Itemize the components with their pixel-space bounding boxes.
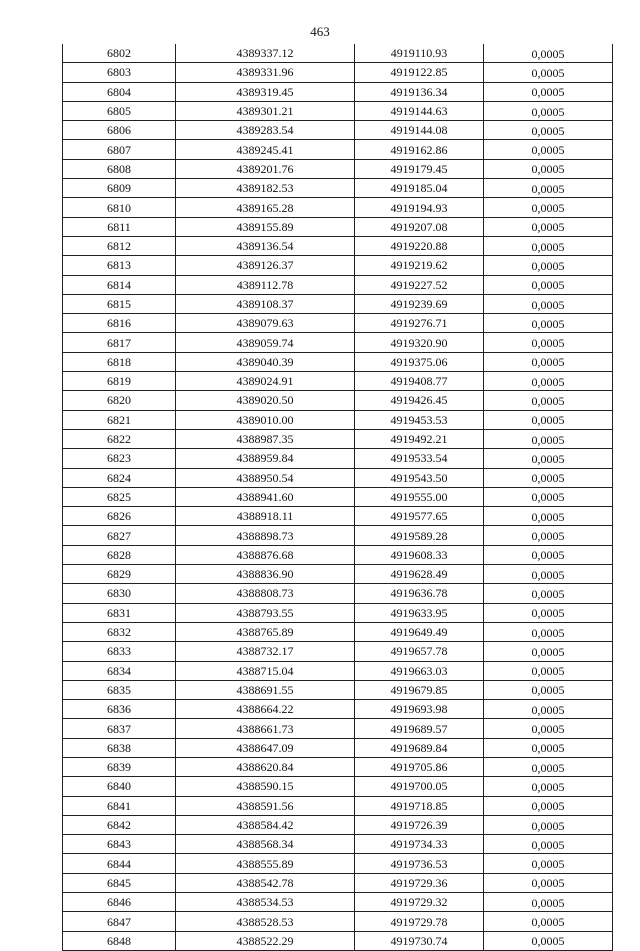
point-number-cell: 6807: [63, 140, 176, 159]
tolerance-cell: 0,0005: [484, 796, 613, 815]
x-coordinate-cell: 4389010.00: [176, 410, 355, 429]
tolerance-cell: 0,0005: [484, 777, 613, 796]
tolerance-cell: 0,0005: [484, 873, 613, 892]
tolerance-cell: 0,0005: [484, 700, 613, 719]
table-row: [63, 333, 613, 352]
table-row: [63, 584, 613, 603]
table-row: [63, 642, 613, 661]
tolerance-cell: 0,0005: [484, 545, 613, 564]
table-row: [63, 912, 613, 931]
x-coordinate-cell: 4388691.55: [176, 680, 355, 699]
table-row: [63, 44, 613, 63]
table-row: [63, 468, 613, 487]
x-coordinate-cell: 4389165.28: [176, 198, 355, 217]
table-row: [63, 82, 613, 101]
point-number-cell: 6842: [63, 815, 176, 834]
x-coordinate-cell: 4389040.39: [176, 352, 355, 371]
x-coordinate-cell: 4388522.29: [176, 931, 355, 950]
table-row: [63, 198, 613, 217]
tolerance-cell: 0,0005: [484, 738, 613, 757]
y-coordinate-cell: 4919649.49: [355, 622, 484, 641]
y-coordinate-cell: 4919555.00: [355, 487, 484, 506]
point-number-cell: 6809: [63, 179, 176, 198]
y-coordinate-cell: 4919633.95: [355, 603, 484, 622]
tolerance-cell: 0,0005: [484, 468, 613, 487]
x-coordinate-cell: 4388568.34: [176, 835, 355, 854]
x-coordinate-cell: 4388620.84: [176, 757, 355, 776]
y-coordinate-cell: 4919375.06: [355, 352, 484, 371]
x-coordinate-cell: 4389108.37: [176, 294, 355, 313]
table-row: [63, 63, 613, 82]
y-coordinate-cell: 4919700.05: [355, 777, 484, 796]
y-coordinate-cell: 4919608.33: [355, 545, 484, 564]
tolerance-cell: 0,0005: [484, 217, 613, 236]
y-coordinate-cell: 4919663.03: [355, 661, 484, 680]
x-coordinate-cell: 4389112.78: [176, 275, 355, 294]
y-coordinate-cell: 4919718.85: [355, 796, 484, 815]
tolerance-cell: 0,0005: [484, 44, 613, 63]
x-coordinate-cell: 4388765.89: [176, 622, 355, 641]
point-number-cell: 6811: [63, 217, 176, 236]
y-coordinate-cell: 4919730.74: [355, 931, 484, 950]
table-row: [63, 796, 613, 815]
tolerance-cell: 0,0005: [484, 835, 613, 854]
point-number-cell: 6831: [63, 603, 176, 622]
point-number-cell: 6846: [63, 893, 176, 912]
coordinates-table: [62, 44, 613, 951]
point-number-cell: 6844: [63, 854, 176, 873]
x-coordinate-cell: 4389155.89: [176, 217, 355, 236]
table-row: [63, 854, 613, 873]
x-coordinate-cell: 4388528.53: [176, 912, 355, 931]
x-coordinate-cell: 4388793.55: [176, 603, 355, 622]
x-coordinate-cell: 4388555.89: [176, 854, 355, 873]
y-coordinate-cell: 4919453.53: [355, 410, 484, 429]
tolerance-cell: 0,0005: [484, 931, 613, 950]
point-number-cell: 6823: [63, 449, 176, 468]
point-number-cell: 6825: [63, 487, 176, 506]
y-coordinate-cell: 4919657.78: [355, 642, 484, 661]
x-coordinate-cell: 4388918.11: [176, 507, 355, 526]
table-row: [63, 121, 613, 140]
point-number-cell: 6837: [63, 719, 176, 738]
tolerance-cell: 0,0005: [484, 198, 613, 217]
y-coordinate-cell: 4919110.93: [355, 44, 484, 63]
y-coordinate-cell: 4919320.90: [355, 333, 484, 352]
y-coordinate-cell: 4919122.85: [355, 63, 484, 82]
table-row: [63, 545, 613, 564]
point-number-cell: 6821: [63, 410, 176, 429]
table-row: [63, 159, 613, 178]
point-number-cell: 6818: [63, 352, 176, 371]
x-coordinate-cell: 4388715.04: [176, 661, 355, 680]
table-row: [63, 275, 613, 294]
point-number-cell: 6832: [63, 622, 176, 641]
tolerance-cell: 0,0005: [484, 294, 613, 313]
y-coordinate-cell: 4919693.98: [355, 700, 484, 719]
y-coordinate-cell: 4919679.85: [355, 680, 484, 699]
x-coordinate-cell: 4389201.76: [176, 159, 355, 178]
x-coordinate-cell: 4389059.74: [176, 333, 355, 352]
x-coordinate-cell: 4388732.17: [176, 642, 355, 661]
y-coordinate-cell: 4919144.08: [355, 121, 484, 140]
y-coordinate-cell: 4919239.69: [355, 294, 484, 313]
table-row: [63, 835, 613, 854]
tolerance-cell: 0,0005: [484, 314, 613, 333]
x-coordinate-cell: 4389182.53: [176, 179, 355, 198]
x-coordinate-cell: 4388534.53: [176, 893, 355, 912]
point-number-cell: 6828: [63, 545, 176, 564]
x-coordinate-cell: 4388941.60: [176, 487, 355, 506]
table-row: [63, 738, 613, 757]
y-coordinate-cell: 4919194.93: [355, 198, 484, 217]
tolerance-cell: 0,0005: [484, 526, 613, 545]
point-number-cell: 6822: [63, 429, 176, 448]
table-body: [63, 44, 613, 950]
point-number-cell: 6827: [63, 526, 176, 545]
table-row: [63, 372, 613, 391]
point-number-cell: 6848: [63, 931, 176, 950]
table-row: [63, 931, 613, 950]
x-coordinate-cell: 4389337.12: [176, 44, 355, 63]
tolerance-cell: 0,0005: [484, 912, 613, 931]
tolerance-cell: 0,0005: [484, 236, 613, 255]
tolerance-cell: 0,0005: [484, 565, 613, 584]
x-coordinate-cell: 4389319.45: [176, 82, 355, 101]
point-number-cell: 6834: [63, 661, 176, 680]
table-row: [63, 236, 613, 255]
y-coordinate-cell: 4919227.52: [355, 275, 484, 294]
x-coordinate-cell: 4389020.50: [176, 391, 355, 410]
tolerance-cell: 0,0005: [484, 82, 613, 101]
tolerance-cell: 0,0005: [484, 854, 613, 873]
tolerance-cell: 0,0005: [484, 391, 613, 410]
x-coordinate-cell: 4388542.78: [176, 873, 355, 892]
coordinates-table-container: [62, 44, 610, 951]
x-coordinate-cell: 4388950.54: [176, 468, 355, 487]
table-row: [63, 757, 613, 776]
point-number-cell: 6829: [63, 565, 176, 584]
y-coordinate-cell: 4919689.84: [355, 738, 484, 757]
x-coordinate-cell: 4389079.63: [176, 314, 355, 333]
point-number-cell: 6803: [63, 63, 176, 82]
table-row: [63, 622, 613, 641]
x-coordinate-cell: 4388647.09: [176, 738, 355, 757]
y-coordinate-cell: 4919533.54: [355, 449, 484, 468]
y-coordinate-cell: 4919408.77: [355, 372, 484, 391]
y-coordinate-cell: 4919207.08: [355, 217, 484, 236]
tolerance-cell: 0,0005: [484, 101, 613, 120]
point-number-cell: 6843: [63, 835, 176, 854]
point-number-cell: 6810: [63, 198, 176, 217]
tolerance-cell: 0,0005: [484, 584, 613, 603]
point-number-cell: 6817: [63, 333, 176, 352]
y-coordinate-cell: 4919276.71: [355, 314, 484, 333]
y-coordinate-cell: 4919729.78: [355, 912, 484, 931]
point-number-cell: 6824: [63, 468, 176, 487]
y-coordinate-cell: 4919219.62: [355, 256, 484, 275]
x-coordinate-cell: 4389126.37: [176, 256, 355, 275]
table-row: [63, 661, 613, 680]
y-coordinate-cell: 4919162.86: [355, 140, 484, 159]
x-coordinate-cell: 4388661.73: [176, 719, 355, 738]
tolerance-cell: 0,0005: [484, 275, 613, 294]
x-coordinate-cell: 4389024.91: [176, 372, 355, 391]
x-coordinate-cell: 4388584.42: [176, 815, 355, 834]
x-coordinate-cell: 4389283.54: [176, 121, 355, 140]
point-number-cell: 6838: [63, 738, 176, 757]
point-number-cell: 6804: [63, 82, 176, 101]
page-number: 463: [310, 24, 330, 39]
tolerance-cell: 0,0005: [484, 410, 613, 429]
y-coordinate-cell: 4919705.86: [355, 757, 484, 776]
y-coordinate-cell: 4919736.53: [355, 854, 484, 873]
table-row: [63, 314, 613, 333]
table-row: [63, 217, 613, 236]
point-number-cell: 6819: [63, 372, 176, 391]
table-row: [63, 565, 613, 584]
point-number-cell: 6820: [63, 391, 176, 410]
point-number-cell: 6845: [63, 873, 176, 892]
x-coordinate-cell: 4389136.54: [176, 236, 355, 255]
tolerance-cell: 0,0005: [484, 622, 613, 641]
y-coordinate-cell: 4919589.28: [355, 526, 484, 545]
tolerance-cell: 0,0005: [484, 179, 613, 198]
x-coordinate-cell: 4388664.22: [176, 700, 355, 719]
point-number-cell: 6806: [63, 121, 176, 140]
table-row: [63, 101, 613, 120]
table-row: [63, 526, 613, 545]
y-coordinate-cell: 4919726.39: [355, 815, 484, 834]
table-row: [63, 179, 613, 198]
table-row: [63, 700, 613, 719]
table-row: [63, 777, 613, 796]
point-number-cell: 6830: [63, 584, 176, 603]
x-coordinate-cell: 4389245.41: [176, 140, 355, 159]
point-number-cell: 6815: [63, 294, 176, 313]
y-coordinate-cell: 4919144.63: [355, 101, 484, 120]
table-row: [63, 429, 613, 448]
point-number-cell: 6826: [63, 507, 176, 526]
tolerance-cell: 0,0005: [484, 680, 613, 699]
tolerance-cell: 0,0005: [484, 372, 613, 391]
table-row: [63, 410, 613, 429]
y-coordinate-cell: 4919636.78: [355, 584, 484, 603]
tolerance-cell: 0,0005: [484, 757, 613, 776]
table-row: [63, 352, 613, 371]
table-row: [63, 140, 613, 159]
tolerance-cell: 0,0005: [484, 603, 613, 622]
y-coordinate-cell: 4919729.32: [355, 893, 484, 912]
point-number-cell: 6835: [63, 680, 176, 699]
table-row: [63, 256, 613, 275]
y-coordinate-cell: 4919179.45: [355, 159, 484, 178]
table-row: [63, 487, 613, 506]
x-coordinate-cell: 4389301.21: [176, 101, 355, 120]
y-coordinate-cell: 4919689.57: [355, 719, 484, 738]
y-coordinate-cell: 4919220.88: [355, 236, 484, 255]
tolerance-cell: 0,0005: [484, 893, 613, 912]
y-coordinate-cell: 4919729.36: [355, 873, 484, 892]
x-coordinate-cell: 4388898.73: [176, 526, 355, 545]
y-coordinate-cell: 4919543.50: [355, 468, 484, 487]
point-number-cell: 6805: [63, 101, 176, 120]
tolerance-cell: 0,0005: [484, 63, 613, 82]
y-coordinate-cell: 4919136.34: [355, 82, 484, 101]
tolerance-cell: 0,0005: [484, 140, 613, 159]
tolerance-cell: 0,0005: [484, 642, 613, 661]
point-number-cell: 6814: [63, 275, 176, 294]
tolerance-cell: 0,0005: [484, 661, 613, 680]
table-row: [63, 603, 613, 622]
tolerance-cell: 0,0005: [484, 487, 613, 506]
y-coordinate-cell: 4919426.45: [355, 391, 484, 410]
tolerance-cell: 0,0005: [484, 121, 613, 140]
tolerance-cell: 0,0005: [484, 352, 613, 371]
table-row: [63, 719, 613, 738]
x-coordinate-cell: 4388808.73: [176, 584, 355, 603]
table-row: [63, 815, 613, 834]
y-coordinate-cell: 4919628.49: [355, 565, 484, 584]
y-coordinate-cell: 4919577.65: [355, 507, 484, 526]
tolerance-cell: 0,0005: [484, 449, 613, 468]
table-row: [63, 507, 613, 526]
tolerance-cell: 0,0005: [484, 256, 613, 275]
point-number-cell: 6816: [63, 314, 176, 333]
x-coordinate-cell: 4388876.68: [176, 545, 355, 564]
x-coordinate-cell: 4388959.84: [176, 449, 355, 468]
table-row: [63, 391, 613, 410]
point-number-cell: 6847: [63, 912, 176, 931]
x-coordinate-cell: 4388590.15: [176, 777, 355, 796]
tolerance-cell: 0,0005: [484, 815, 613, 834]
x-coordinate-cell: 4388591.56: [176, 796, 355, 815]
point-number-cell: 6836: [63, 700, 176, 719]
table-row: [63, 893, 613, 912]
point-number-cell: 6813: [63, 256, 176, 275]
tolerance-cell: 0,0005: [484, 159, 613, 178]
y-coordinate-cell: 4919185.04: [355, 179, 484, 198]
x-coordinate-cell: 4388987.35: [176, 429, 355, 448]
tolerance-cell: 0,0005: [484, 429, 613, 448]
table-row: [63, 449, 613, 468]
table-row: [63, 873, 613, 892]
tolerance-cell: 0,0005: [484, 719, 613, 738]
table-row: [63, 680, 613, 699]
point-number-cell: 6840: [63, 777, 176, 796]
table-row: [63, 294, 613, 313]
point-number-cell: 6841: [63, 796, 176, 815]
y-coordinate-cell: 4919492.21: [355, 429, 484, 448]
y-coordinate-cell: 4919734.33: [355, 835, 484, 854]
point-number-cell: 6839: [63, 757, 176, 776]
x-coordinate-cell: 4388836.90: [176, 565, 355, 584]
tolerance-cell: 0,0005: [484, 333, 613, 352]
point-number-cell: 6808: [63, 159, 176, 178]
point-number-cell: 6812: [63, 236, 176, 255]
point-number-cell: 6833: [63, 642, 176, 661]
tolerance-cell: 0,0005: [484, 507, 613, 526]
x-coordinate-cell: 4389331.96: [176, 63, 355, 82]
point-number-cell: 6802: [63, 44, 176, 63]
